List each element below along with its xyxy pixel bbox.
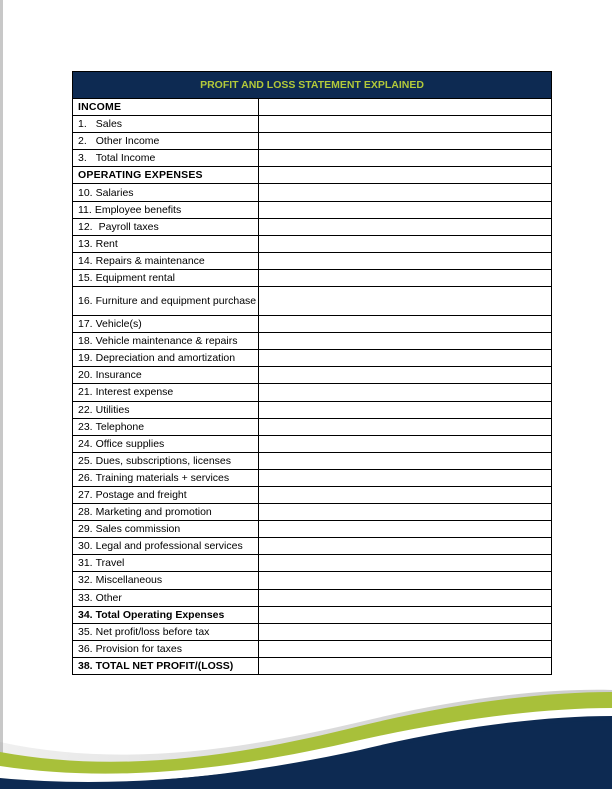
row-label [73, 133, 259, 150]
row-value-cell[interactable] [259, 269, 552, 286]
row-value-cell[interactable] [259, 316, 552, 333]
table-row [73, 640, 552, 657]
row-number: 27. [78, 489, 93, 502]
row-label [73, 572, 259, 589]
row-number: 22. [78, 403, 93, 416]
row-value-cell[interactable] [259, 201, 552, 218]
row-text: Vehicle(s) [95, 318, 142, 331]
row-label [73, 201, 259, 218]
row-value-cell[interactable] [259, 521, 552, 538]
row-number: 24. [78, 437, 93, 450]
row-value-cell[interactable] [259, 657, 552, 674]
row-text: Employee benefits [94, 203, 182, 216]
row-label [73, 606, 259, 623]
row-number: 17. [78, 318, 93, 331]
table-row [73, 367, 552, 384]
row-label [73, 384, 259, 401]
row-text: Sales commission [95, 523, 181, 536]
table-row [73, 316, 552, 333]
table-row [73, 538, 552, 555]
row-value-cell[interactable] [259, 623, 552, 640]
row-text: Equipment rental [95, 271, 175, 284]
row-number: 19. [78, 352, 93, 365]
table-row [73, 252, 552, 269]
row-number: 32. [78, 574, 93, 587]
row-number: 16. [78, 295, 93, 308]
table-row [73, 269, 552, 286]
row-value-cell[interactable] [259, 606, 552, 623]
footer-wave-graphic [0, 680, 612, 789]
table-row [73, 504, 552, 521]
row-number: 10. [78, 186, 93, 199]
table-row [73, 589, 552, 606]
row-value-cell[interactable] [259, 116, 552, 133]
row-value-cell[interactable] [259, 572, 552, 589]
row-text: Total Operating Expenses [95, 608, 225, 621]
row-number: 1. [78, 118, 87, 131]
row-number: 15. [78, 271, 93, 284]
row-label [73, 418, 259, 435]
row-value-cell[interactable] [259, 555, 552, 572]
row-value-cell[interactable] [259, 452, 552, 469]
row-label [73, 333, 259, 350]
section-header-row [73, 99, 552, 116]
table-row [73, 133, 552, 150]
row-number: 21. [78, 386, 93, 399]
row-text: Miscellaneous [95, 574, 163, 587]
row-number: 36. [78, 642, 93, 655]
row-value-cell[interactable] [259, 469, 552, 486]
table-row [73, 235, 552, 252]
row-label [73, 469, 259, 486]
table-row [73, 555, 552, 572]
row-label [73, 589, 259, 606]
row-label [73, 167, 259, 184]
row-text: Provision for taxes [95, 642, 182, 655]
table-row [73, 350, 552, 367]
row-label [73, 235, 259, 252]
row-number: 31. [78, 557, 93, 570]
row-label [73, 252, 259, 269]
row-label [73, 504, 259, 521]
row-value-cell[interactable] [259, 350, 552, 367]
row-value-cell[interactable] [259, 367, 552, 384]
row-label [73, 521, 259, 538]
table-row [73, 606, 552, 623]
row-text: Office supplies [95, 437, 165, 450]
row-text: Dues, subscriptions, licenses [95, 454, 232, 467]
row-text: Utilities [95, 403, 130, 416]
section-header-row [73, 167, 552, 184]
table-row [73, 201, 552, 218]
row-label [73, 435, 259, 452]
row-text: Furniture and equipment purchase [95, 295, 257, 308]
row-text: Marketing and promotion [95, 506, 212, 519]
row-text: Sales [95, 118, 123, 131]
row-label [73, 350, 259, 367]
row-value-cell[interactable] [259, 167, 552, 184]
row-label [73, 99, 259, 116]
table-row [73, 452, 552, 469]
row-text: Repairs & maintenance [95, 254, 205, 267]
row-label [73, 316, 259, 333]
table-row [73, 401, 552, 418]
row-label [73, 184, 259, 201]
row-label [73, 623, 259, 640]
row-number: 29. [78, 523, 93, 536]
profit-loss-table [72, 71, 552, 675]
table-row [73, 287, 552, 316]
row-value-cell[interactable] [259, 538, 552, 555]
row-number: 18. [78, 335, 93, 348]
row-value-cell[interactable] [259, 640, 552, 657]
row-value-cell[interactable] [259, 418, 552, 435]
row-number: 35. [78, 625, 93, 638]
table-title: PROFIT AND LOSS STATEMENT EXPLAINED [73, 72, 552, 99]
row-text: Depreciation and amortization [95, 352, 236, 365]
row-text: Net profit/loss before tax [95, 625, 210, 638]
row-number: 13. [78, 237, 93, 250]
row-value-cell[interactable] [259, 504, 552, 521]
row-text: Legal and professional services [95, 540, 243, 553]
row-number: 11. [78, 203, 92, 216]
row-number: 3. [78, 152, 87, 165]
row-label [73, 150, 259, 167]
row-text: Vehicle maintenance & repairs [95, 335, 238, 348]
row-text: Other [95, 591, 122, 604]
row-number: 2. [78, 135, 87, 148]
row-value-cell[interactable] [259, 184, 552, 201]
row-text: Postage and freight [95, 489, 187, 502]
table-row [73, 469, 552, 486]
table-row [73, 150, 552, 167]
row-value-cell[interactable] [259, 401, 552, 418]
row-number: 28. [78, 506, 93, 519]
table-row [73, 184, 552, 201]
row-text: Total Income [95, 152, 156, 165]
row-value-cell[interactable] [259, 252, 552, 269]
row-value-cell[interactable] [259, 589, 552, 606]
row-value-cell[interactable] [259, 333, 552, 350]
table-row [73, 486, 552, 503]
row-label [73, 401, 259, 418]
row-label [73, 218, 259, 235]
row-value-cell[interactable] [259, 235, 552, 252]
row-number: 14. [78, 254, 93, 267]
row-value-cell[interactable] [259, 218, 552, 235]
row-value-cell[interactable] [259, 486, 552, 503]
row-text: Salaries [95, 186, 134, 199]
row-label [73, 555, 259, 572]
table-row [73, 435, 552, 452]
row-label [73, 538, 259, 555]
row-label [73, 367, 259, 384]
row-value-cell[interactable] [259, 287, 552, 316]
table-row [73, 116, 552, 133]
row-label [73, 269, 259, 286]
row-text: Payroll taxes [98, 220, 159, 233]
row-text: Insurance [95, 369, 142, 382]
row-label [73, 486, 259, 503]
table-body [73, 99, 552, 675]
table-row [73, 572, 552, 589]
row-text: Telephone [95, 420, 145, 433]
row-text: Rent [95, 237, 118, 250]
row-text: Travel [95, 557, 125, 570]
row-text: Interest expense [95, 386, 174, 399]
row-number: 12. [78, 220, 93, 233]
table-row [73, 333, 552, 350]
row-label [73, 116, 259, 133]
row-value-cell[interactable] [259, 150, 552, 167]
table-row [73, 521, 552, 538]
page-edge [0, 0, 3, 789]
table-row [73, 418, 552, 435]
row-label [73, 640, 259, 657]
table-row [73, 384, 552, 401]
row-value-cell[interactable] [259, 435, 552, 452]
row-value-cell[interactable] [259, 384, 552, 401]
row-text: Training materials + services [95, 471, 230, 484]
row-number: 20. [78, 369, 93, 382]
row-number: 26. [78, 471, 93, 484]
row-number: 25. [78, 454, 93, 467]
row-label [73, 657, 259, 674]
table-row [73, 657, 552, 674]
table-row [73, 218, 552, 235]
row-text: Other Income [95, 135, 160, 148]
row-label [73, 287, 259, 316]
row-number: 34. [78, 608, 93, 621]
row-label [73, 452, 259, 469]
row-text: TOTAL NET PROFIT/(LOSS) [95, 659, 234, 672]
row-number: 23. [78, 420, 93, 433]
row-value-cell[interactable] [259, 99, 552, 116]
row-number: 30. [78, 540, 93, 553]
row-text: INCOME [78, 101, 122, 114]
row-value-cell[interactable] [259, 133, 552, 150]
row-number: 33. [78, 591, 93, 604]
row-text: OPERATING EXPENSES [78, 169, 203, 182]
row-number: 38. [78, 659, 93, 672]
table-row [73, 623, 552, 640]
